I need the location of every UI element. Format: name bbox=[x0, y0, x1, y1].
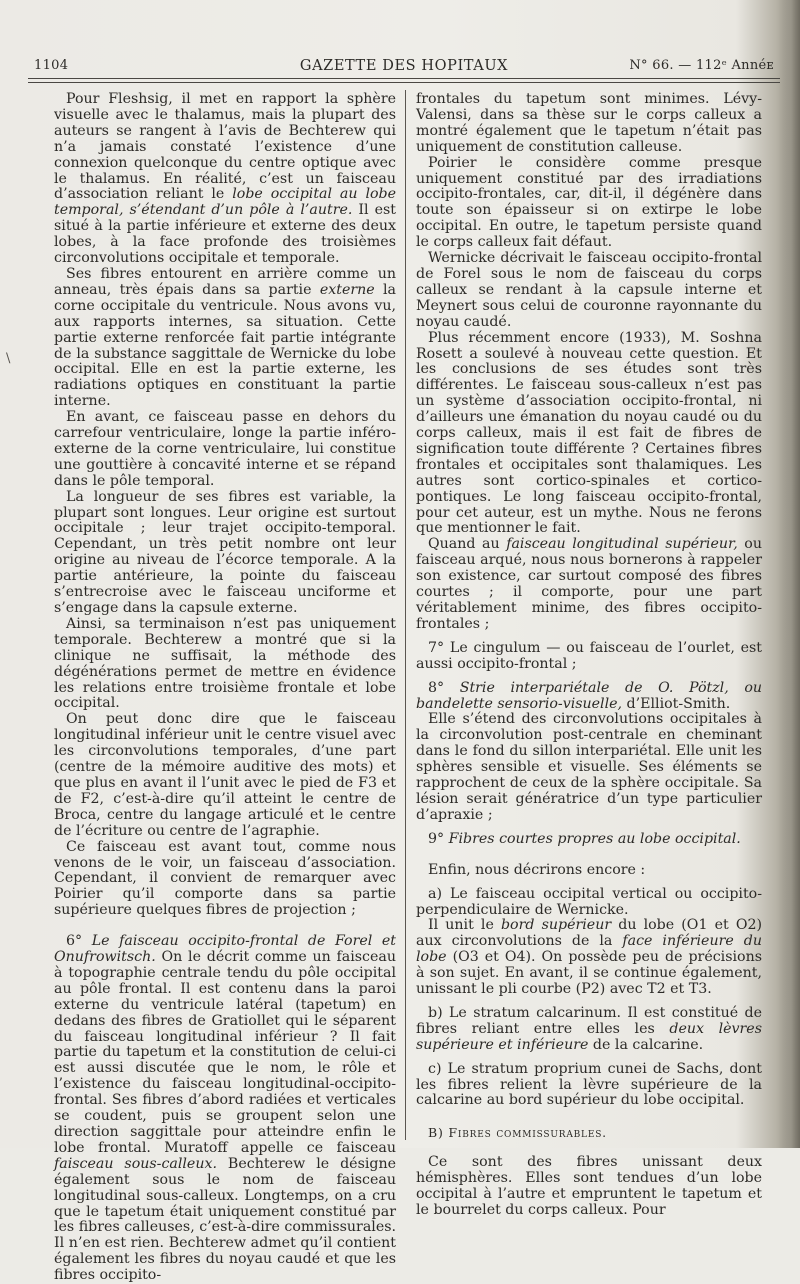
text-run: frontales du tapetum sont minimes. Lévy-Valensi, dans sa thèse sur le corps calleux a montré également que le tapetum n’était pas uniquement de constitution calleuse. bbox=[416, 91, 762, 155]
italic-text: faisceau longitudinal supérieur, bbox=[506, 536, 738, 553]
paragraph bbox=[416, 156, 762, 251]
text-run: Ses fibres entourent en arrière comme un anneau, très épais dans sa partie bbox=[54, 265, 396, 298]
text-run: Ce faisceau est avant tout, comme nous venons de le voir, un faisceau d’association. Cependant, il convient de remarquer avec Poirier qu’il comporte dans sa partie supérieure quelques fibres de projection ; bbox=[54, 838, 396, 919]
text-run: Plus récemment encore (1933), M. Soshna Rosett a soulevé à nouveau cette question. Et les conclusions de ses études sont très différentes. Le faisceau sous-calleux n’est pas un système d’association occipito-frontal, ni d’ailleurs une émanation du noyau caudé ou du corps calleux, mais il est fait de fibres de signification toute différente ? Certaines fibres frontales et occipitales sont thalamiques. Les autres sont cortico-spinales et cortico-pontiques. Le long faisceau occipito-frontal, pour cet auteur, est un mythe. Nous ne ferons que mentionner le fait. bbox=[416, 329, 762, 537]
paragraph bbox=[416, 712, 762, 823]
text-run: a) Le faisceau occipital vertical ou occipito-perpendiculaire de Wernicke. bbox=[416, 885, 762, 918]
italic-text: Fibres courtes propres au lobe occipital. bbox=[448, 830, 741, 847]
italic-text: lobe occipital au lobe temporal, s’étendant d’un pôle à l’autre. bbox=[54, 186, 396, 219]
text-run: (O3 et O4). On possède peu de précisions à son sujet. En avant, il se continue également, unissant le pli courbe (P2) avec T2 et T3. bbox=[416, 949, 762, 998]
margin-mark: \ bbox=[6, 351, 11, 366]
right-column bbox=[416, 92, 762, 1219]
page-number: 1104 bbox=[34, 58, 69, 73]
paragraph bbox=[416, 331, 762, 538]
paragraph bbox=[416, 918, 762, 998]
text-run: On peut donc dire que le faisceau longitudinal inférieur unit le centre visuel avec les circonvolutions temporales, d’une part (centre de la mémoire auditive des mots) et que plus en avant il l’unit avec le pied de F3 et de F2, c’est-à-dire qu’il atteint le centre de Broca, centre du langage articulé et le centre de l’écriture ou centre de l’agraphie. bbox=[54, 711, 396, 839]
text-run: 8° bbox=[428, 679, 460, 696]
text-run: On le décrit comme un faisceau à topographie centrale tendu du pôle occipital au pôle frontal. Il est contenu dans la paroi externe du ventricule latéral (tapetum) en dedans des fibres de Gratiollet qui le séparent du faisceau longitudinal inférieur ? Il fait partie du tapetum et la constitution de celui-ci est aussi discutée que le nom, le rôle et l’existence du faisceau longitudinal-occipito-frontal. Ses fibres d’abord radiées et verticales se coudent, puis se groupent selon une direction saggittale pour atteindre enfin le lobe frontal. Muratoff appelle ce faisceau bbox=[54, 949, 396, 1156]
paragraph bbox=[416, 251, 762, 331]
text-run: Il est situé à la partie inférieure et externe des deux lobes, à la face profonde des troisièmes circonvolutions occipitale et temporale. bbox=[54, 202, 396, 267]
paragraph bbox=[54, 490, 396, 617]
text-run: du lobe (O1 et O2) aux circonvolutions de la bbox=[416, 917, 763, 950]
page-edge-shadow bbox=[778, 0, 800, 1148]
left-column bbox=[54, 92, 396, 1284]
header-rule-bottom bbox=[28, 82, 780, 83]
paragraph bbox=[416, 863, 762, 879]
paragraph bbox=[416, 832, 762, 848]
italic-text: bord supérieur bbox=[500, 917, 612, 934]
paragraph bbox=[54, 712, 396, 839]
paragraph bbox=[54, 617, 396, 712]
text-run: Ainsi, sa terminaison n’est pas uniquement temporale. Bechterew a montré que si la clinique ne suffisait, la méthode des dégénérations permet de mettre en évidence les relations entre troisième frontale et lobe occipital. bbox=[54, 615, 396, 712]
text-run: 6° bbox=[66, 933, 92, 950]
text-run: la corne occipitale du ventricule. Nous avons vu, aux rapports internes, sa situation. Cette partie externe renforcée fait partie intégrante de la substance saggittale de Wernicke du lobe occipital. Elle en est la partie externe, les radiations optiques en constituant la partie interne. bbox=[54, 281, 396, 410]
italic-text: externe bbox=[319, 281, 375, 298]
text-run: 9° bbox=[428, 830, 449, 847]
text-run: Elle s’étend des circonvolutions occipitales à la circonvolution post-centrale en cheminant dans le fond du sillon interpariétal. Elle unit les sphères sensible et visuelle. Ses éléments se rapprochent de ceux de la sphère occipitale. Sa lésion serait génératrice d’un type particulier d’apraxie ; bbox=[416, 711, 762, 823]
text-run: Il unit le bbox=[428, 917, 501, 934]
running-header bbox=[30, 52, 778, 74]
text-run: B) Fibres commissurables. bbox=[428, 1125, 607, 1141]
text-run: Wernicke décrivait le faisceau occipito-frontal de Forel sous le nom de faisceau du corps calleux se rendant à la capsule interne et Meynert sous celui de couronne rayonnante du noyau caudé. bbox=[416, 250, 762, 330]
text-run: 7° Le cingulum — ou faisceau de l’ourlet, est aussi occipito-frontal ; bbox=[416, 639, 762, 672]
italic-text: faisceau sous-calleux. bbox=[54, 1155, 217, 1172]
paragraph bbox=[416, 1062, 762, 1110]
text-run: ou faisceau arqué, nous nous bornerons à rappeler son existence, car surtout composé des fibres courtes ; il comporte, pour une part véritablement minime, des fibres occipito-frontales ; bbox=[416, 536, 762, 632]
text-run: Enfin, nous décrirons encore : bbox=[428, 861, 646, 878]
italic-text: Strie interpariétale de O. Pötzl, ou bandelette sensorio-visuelle, bbox=[416, 679, 762, 712]
italic-text: Le faisceau occipito-frontal de Forel et Onufrowitsch. bbox=[54, 933, 396, 966]
text-run: d’Elliot-Smith. bbox=[622, 695, 731, 712]
paragraph bbox=[416, 887, 762, 919]
italic-text: face inférieure du lobe bbox=[416, 933, 762, 966]
text-run: c) Le stratum proprium cunei de Sachs, dont les fibres relient la lèvre supérieure de la calcarine au bord supérieur du lobe occipital. bbox=[416, 1060, 762, 1109]
paragraph bbox=[416, 92, 762, 156]
text-run: Bechterew le désigne également sous le nom de faisceau longitudinal sous-calleux. Longtemps, on a cru que le tapetum était uniquement constitué par les fibres calleuses, c’est-à-dire commissurales. Il n’en est rien. Bechterew admet qu’il contient également les fibres du noyau caudé et que les fibres occipito- bbox=[54, 1155, 397, 1284]
text-run: Quand au bbox=[428, 536, 507, 553]
paragraph bbox=[416, 1155, 762, 1219]
paragraph bbox=[416, 681, 762, 713]
paragraph bbox=[416, 641, 762, 673]
italic-text: deux lèvres supérieure et inférieure bbox=[416, 1020, 762, 1053]
header-rule-top bbox=[28, 78, 780, 79]
journal-title: GAZETTE DES HOPITAUX bbox=[299, 58, 509, 74]
paragraph bbox=[54, 267, 396, 410]
paragraph bbox=[416, 537, 762, 632]
text-run: de la calcarine. bbox=[588, 1036, 704, 1053]
section-heading bbox=[416, 1125, 762, 1141]
paragraph bbox=[54, 410, 396, 490]
text-run: b) Le stratum calcarinum. Il est constitué de fibres reliant entre elles les bbox=[416, 1004, 762, 1037]
paragraph bbox=[54, 92, 396, 267]
paragraph bbox=[54, 934, 396, 1284]
text-run: Pour Fleshsig, il met en rapport la sphère visuelle avec le thalamus, mais la plupart des auteurs se rangent à l’avis de Bechterew qui n’a jamais constaté l’existence d’une connexion quelconque du centre optique avec le thalamus. En réalité, c’est un faisceau d’association reliant le bbox=[54, 91, 396, 203]
text-run: Ce sont des fibres unissant deux hémisphères. Elles sont tendues d’un lobe occipital à l’autre et empruntent le tapetum et le bourrelet du corps calleux. Pour bbox=[416, 1154, 762, 1218]
issue-number: N° 66. — 112ᵉ Annéᴇ bbox=[629, 58, 774, 73]
paragraph bbox=[416, 1006, 762, 1054]
text-run: La longueur de ses fibres est variable, la plupart sont longues. Leur origine est surtout occipitale ; leur trajet occipito-temporal. Cependant, un très petit nombre ont leur origine au niveau de l’écorce temporale. A la partie antérieure, la pointe du faisceau s’entrecroise avec le faisceau unciforme et s’engage dans la capsule externe. bbox=[54, 488, 396, 616]
text-run: Poirier le considère comme presque uniquement constitué par des irradiations occipito-frontales, car, dit-il, il dégénère dans toute son épaisseur si on extirpe le lobe occipital. En outre, le tapetum persiste quand le corps calleux fait défaut. bbox=[416, 154, 762, 251]
column-divider bbox=[405, 90, 406, 1140]
text-run: En avant, ce faisceau passe en dehors du carrefour ventriculaire, longe la partie inféro-externe de la corne ventriculaire, lui constitue une gouttière à concavité interne et se répand dans le pôle temporal. bbox=[54, 409, 396, 489]
paragraph bbox=[54, 840, 396, 920]
